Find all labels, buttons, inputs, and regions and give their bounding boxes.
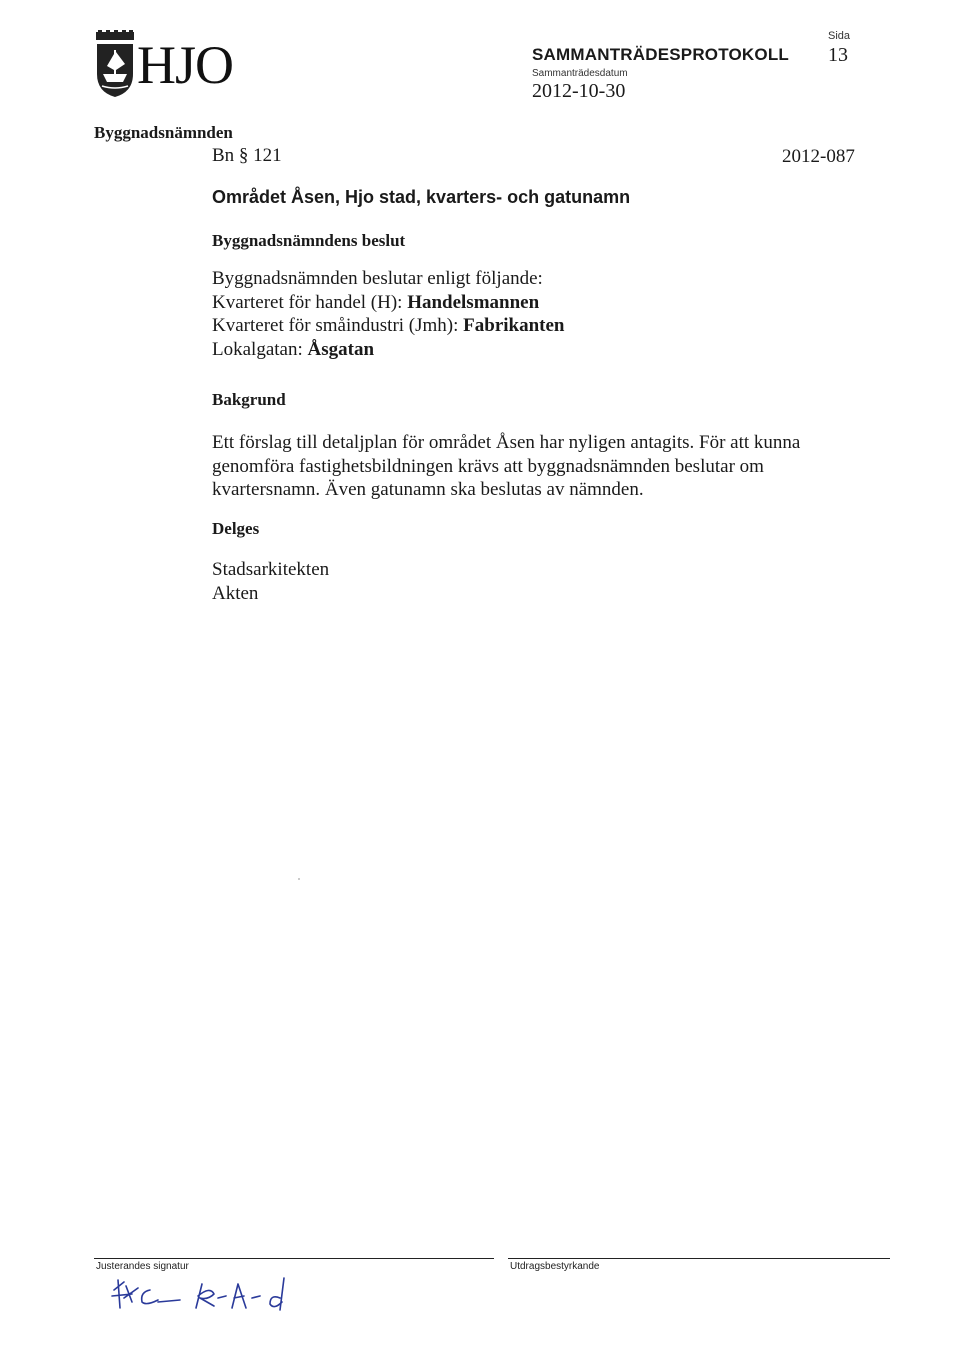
distribution-item: Akten [212,582,259,604]
distribution-list [212,558,329,605]
decision-item [212,291,565,315]
decision-heading: Byggnadsnämndens beslut [212,231,406,250]
committee-name: Byggnadsnämnden [94,123,233,142]
decision-item-label: Lokalgatan: [212,338,308,360]
decision-item-label: Kvarteret för handel (H): [212,291,408,313]
decision-intro: Byggnadsnämnden beslutar enligt följande: [212,268,543,289]
signature-line [94,1258,494,1259]
decision-item-label: Kvarteret för småindustri (Jmh): [212,315,464,336]
subject-title: Området Åsen, Hjo stad, kvarters- och gatunamn [212,187,631,207]
hjo-crest-icon [94,30,136,98]
background-line: kvartersnamn. Även gatunamn ska beslutas av nämnden. [212,479,644,500]
handwritten-signature [110,1272,320,1318]
logo-wordmark: HJO [137,35,234,95]
case-number: 2012-087 [782,146,855,167]
decision-item-value: Åsgatan [307,338,375,360]
document-type: SAMMANTRÄDESPROTOKOLL [532,45,789,64]
scan-speck [298,878,300,880]
meeting-date-label: Sammanträdesdatum [532,68,628,79]
municipality-logo [94,30,254,100]
page-number: 13 [828,44,848,66]
distribution-item: Stadsarkitekten [212,559,330,580]
excerpt-label: Utdragsbestyrkande [510,1261,600,1272]
decision-item [212,338,565,362]
decision-item-value: Fabrikanten [463,315,565,336]
signature-label: Justerandes signatur [96,1261,189,1272]
background-line: Ett förslag till detaljplan för området Åsen har nyligen antagits. För att kunna [212,432,801,453]
excerpt-line [508,1258,890,1259]
decision-item [212,314,565,338]
background-heading: Bakgrund [212,390,286,409]
background-line: genomföra fastighetsbildningen krävs att byggnadsnämnden beslutar om [212,455,764,477]
distribution-heading: Delges [212,519,260,538]
paragraph-reference: Bn § 121 [212,145,282,166]
background-paragraph [212,431,800,502]
page-label: Sida [828,30,851,42]
decision-item-value: Handelsmannen [407,291,540,313]
decision-block [212,267,565,361]
meeting-date: 2012-10-30 [532,80,626,102]
